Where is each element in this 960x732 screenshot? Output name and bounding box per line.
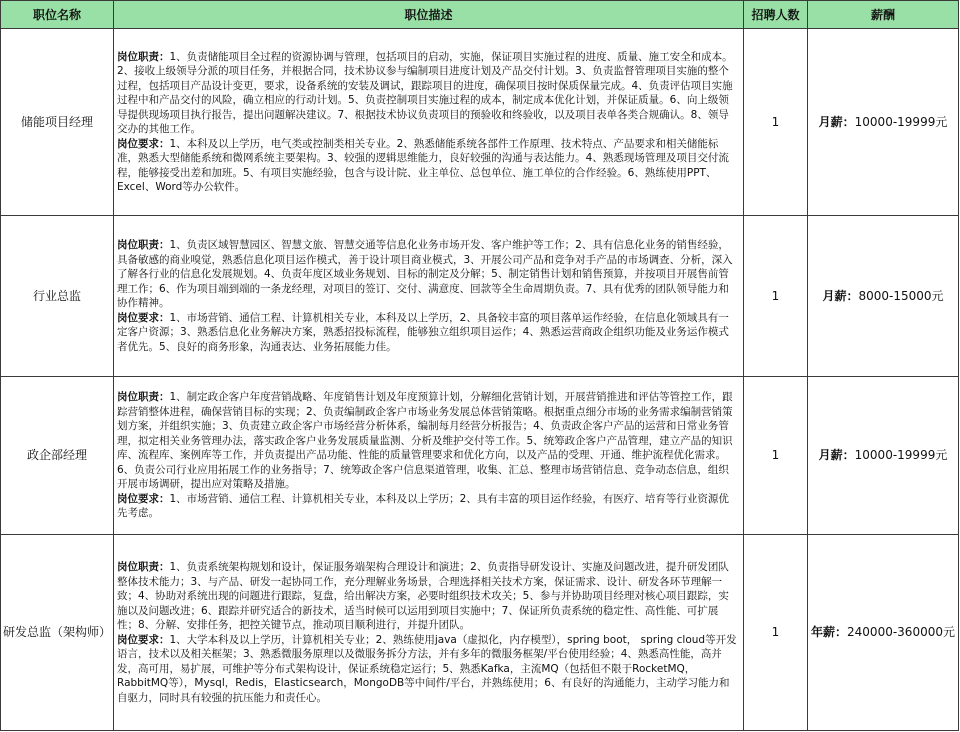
job-title: 研发总监（架构师） (1, 535, 114, 731)
requirements-text: 1、市场营销、通信工程、计算机相关专业，本科及以上学历；2、具有丰富的项目运作经验，有医疗、培育等行业资源优先考虑。 (117, 492, 729, 520)
job-title: 储能项目经理 (1, 29, 114, 216)
job-description (114, 29, 744, 216)
hire-count: 1 (744, 216, 808, 377)
requirements-block (117, 311, 739, 355)
requirements-label: 岗位要求： (117, 311, 170, 324)
header-title: 职位名称 (1, 1, 114, 29)
salary (808, 535, 959, 731)
duties-text: 1、负责系统架构规划和设计，保证服务端架构合理设计和演进；2、负责指导研发设计、实施及问题改进，提升研发团队整体技术能力；3、与产品、研发一起协同工作，充分理解业务场景，合理选择相关技术方案，保证需求、设计、研发各环节理解一致；4、协助对系统出现的问题进行跟踪，复盘，给出解决方案，必要时组织技术攻关；5、参与并协助项目经理对核心项目跟踪，实施以及问题改进；6、跟踪并研究适合的新技术，适当时候可以运用到项目实施中；7、保证所负责系统的稳定性、高性能、可扩展性；8、分解、安排任务，把控关键节点，推动项目顺利进行，并提升团队。 (117, 561, 729, 631)
duties-label: 岗位职责： (117, 50, 170, 63)
duties-label: 岗位职责： (117, 391, 170, 404)
hire-count: 1 (744, 29, 808, 216)
salary (808, 29, 959, 216)
salary-label: 月薪： (822, 288, 859, 303)
header-salary: 薪酬 (808, 1, 959, 29)
requirements-block (117, 492, 739, 521)
duties-text: 1、制定政企客户年度营销战略、年度销售计划及年度预算计划，分解细化营销计划，开展营销推进和评估等管控工作，跟踪营销整体进程，确保营销目标的实现；2、负责编制政企客户市场业务发展总体营销策略。根据重点细分市场的业务需求编制营销策划方案，并组织实施；3、负责建立政企客户市场经营分析体系，编制每月经营分析报告；4、负责政企客户产品的运营和日常业务管理，拟定相关业务管理办法，落实政企客户业务发展质量监测、分析及维护交付等工作。5、统筹政企客户产品管理，建立产品的知识库、流程库、案例库等工作，并负责提出产品功能、性能的质量管理要求和优化方向，以及产品的受理、开通、维护流程优化需求。6、负责公司行业应用拓展工作的业务指导；7、统筹政企客户信息渠道管理，收集、汇总、整理市场营销信息、竞争动态信息，组织开展市场调研，提出应对策略及措施。 (117, 391, 733, 491)
job-title: 行业总监 (1, 216, 114, 377)
table-row (1, 377, 959, 535)
duties-label: 岗位职责： (117, 239, 170, 251)
requirements-block (117, 137, 739, 195)
requirements-label: 岗位要求： (117, 137, 170, 150)
hire-count: 1 (744, 377, 808, 535)
table-row (1, 216, 959, 377)
requirements-label: 岗位要求： (117, 633, 170, 646)
job-description (114, 216, 744, 377)
table-header-row (1, 1, 959, 29)
job-description (114, 377, 744, 535)
job-title: 政企部经理 (1, 377, 114, 535)
salary-label: 年薪： (811, 625, 848, 640)
duties-block (117, 238, 739, 311)
duties-block (117, 560, 739, 633)
duties-text: 1、负责储能项目全过程的资源协调与管理，包括项目的启动，实施，保证项目实施过程的进度、质量、施工安全和成本。2、接收上级领导分派的项目任务，并根据合同，技术协议参与编制项目进度计划及产品交付计划。3、负责监督管理项目实施的整个过程，包括项目产品设计变更，要求，设备系统的安装及调试，跟踪项目的进度，确保项目按时保质保量完成。4、负责评估项目实施过程中和产品交付的风险，确立相应的行动计划。5、负责控制项目实施过程的成本，制定成本优化计划，并保证质量。6、向上级领导提供现场项目执行报告，提出问题解决建议。7、根据技术协议负责项目的预验收和终验收，以及项目表单各类合规确认。8、领导交办的其他工作。 (117, 50, 733, 135)
header-description: 职位描述 (114, 1, 744, 29)
requirements-text: 1、市场营销、通信工程、计算机相关专业，本科及以上学历，2、具备较丰富的项目落单运作经验，在信息化领域具有一定客户资源；3、熟悉信息化业务解决方案，熟悉招投标流程，能够独立组织项目运作；4、熟悉运营商政企组织功能及业务运作模式者优先。5、良好的商务形象，沟通表达、业务拓展能力佳。 (117, 311, 729, 353)
table-row (1, 29, 959, 216)
requirements-text: 1、本科及以上学历，电气类或控制类相关专业。2、熟悉储能系统各部件工作原理、技术特点、产品要求和相关储能标准，熟悉大型储能系统和微网系统主要架构。3、较强的逻辑思维能力，良好较强的沟通与表达能力。4、熟悉现场管理及项目交付流程，能够接受出差和加班。5、有项目实施经验，包含与设计院、业主单位、总包单位、施工单位的合作经验。6、熟练使用PPT、Excel、Word等办公软件。 (117, 137, 729, 193)
hire-count: 1 (744, 535, 808, 731)
salary-value: 240000-360000元 (847, 625, 955, 640)
table-row (1, 535, 959, 731)
salary-label: 月薪： (818, 114, 855, 129)
salary-value: 10000-19999元 (854, 114, 948, 129)
requirements-text: 1、大学本科及以上学历，计算机相关专业；2、熟练使用java（虚拟化，内存模型），spring boot， spring cloud等开发语言，技术以及相关框架；3、熟悉微服务原理以及微服务拆分方法，并有多年的微服务框架/平台使用经验；4、熟悉高性能，高并发，高可用，易扩展，可维护等分布式架构设计，保证系统稳定运行；5、熟悉Kafka，主流MQ（包括但不限于RocketMQ，RabbitMQ等），Mysql，Redis，Elasticsearch，MongoDB等中间件/平台，并熟练使用；6、有良好的沟通能力，主动学习能力和自驱力，同时具有较强的抗压能力和责任心。 (117, 633, 737, 704)
requirements-label: 岗位要求： (117, 492, 170, 505)
salary-label: 月薪： (818, 448, 855, 463)
salary (808, 216, 959, 377)
requirements-block (117, 633, 739, 706)
duties-block (117, 390, 739, 492)
header-count: 招聘人数 (744, 1, 808, 29)
salary-value: 10000-19999元 (854, 448, 948, 463)
duties-label: 岗位职责： (117, 561, 170, 573)
duties-block (117, 50, 739, 137)
salary-value: 8000-15000元 (858, 288, 944, 303)
duties-text: 1、负责区域智慧园区、智慧文旅、智慧交通等信息化业务市场开发、客户维护等工作；2、具有信息化业务的销售经验，具备敏感的商业嗅觉，熟悉信息化项目运作模式，善于设计项目商业模式，3、开展公司产品和竞争对手产品的市场调查、分析，深入了解各行业的信息化发展规划。4、负责年度区域业务规划、目标的制定及分解；5、制定销售计划和销售预算，并按项目开展售前管理工作；6、作为项目端到端的一条龙经理，对项目的签订、交付、满意度、回款等全生命周期负责。7、具有优秀的团队领导能力和协作精神。 (117, 239, 733, 309)
job-description (114, 535, 744, 731)
salary (808, 377, 959, 535)
